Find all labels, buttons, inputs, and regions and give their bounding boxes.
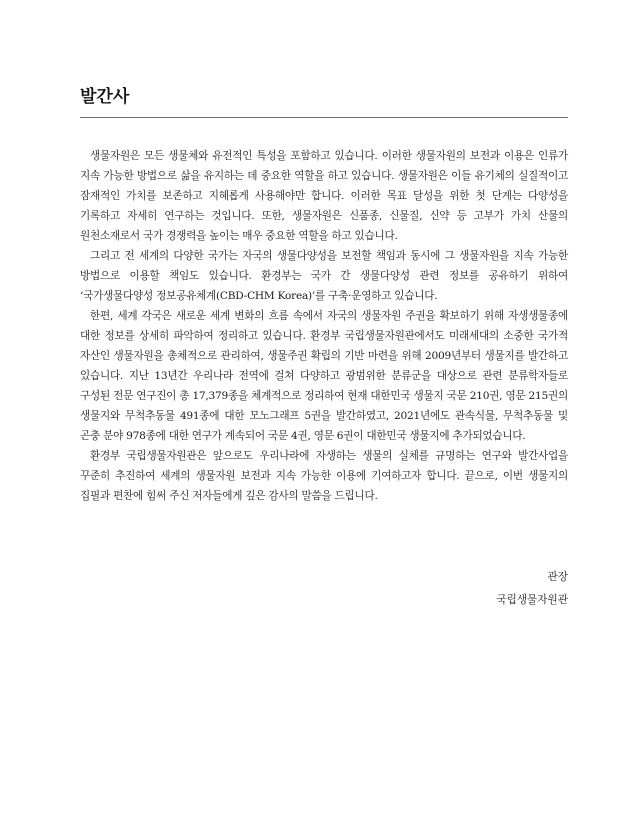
title-divider: [80, 117, 568, 118]
signature-block: [496, 566, 568, 612]
paragraph-4: 환경부 국립생물자원관은 앞으로도 우리나라에 자생하는 생물의 실체를 규명하는 연구와 발간사업을 꾸준히 추진하여 세계의 생물자원 보전과 지속 가능한 이용에 기여하고자 합니다. 끝으로, 이번 생물지의 집필과 편찬에 힘써 주신 저자들에게 깊은 감사의 말씀을 드립니다.: [80, 450, 568, 502]
signature-organization: 국립생물자원관: [496, 594, 568, 606]
paragraph-1: 생물자원은 모든 생물체와 유전적인 특성을 포함하고 있습니다. 이러한 생물자원의 보전과 이용은 인류가 지속 가능한 방법으로 삶을 유지하는 데 중요한 역할을 하고 있습니다. 생물자원은 이들 유기체의 실질적이고 잠재적인 가치를 보존하고 지혜롭게 사용해야만 합니다. 이러한 목표 달성을 위한 첫 단계는 다양성을 기록하고 자세히 연구하는 것입니다. 또한, 생물자원은 신품종, 신물질, 신약 등 고부가 가치 산물의 원천소재로서 국가 경쟁력을 높이는 매우 중요한 역할을 하고 있습니다.: [80, 150, 568, 242]
page-title: 발간사: [80, 87, 130, 107]
paragraph-3: 한편, 세계 각국은 새로운 세계 변화의 흐름 속에서 자국의 생물자원 주권을 확보하기 위해 자생생물종에 대한 정보를 상세히 파악하여 정리하고 있습니다. 환경부 국립생물자원관에서도 미래세대의 소중한 국가적 자산인 생물자원을 총체적으로 관리하여, 생물주권 확립의 기반 마련을 위해 2009년부터 생물지를 발간하고 있습니다. 지난 13년간 우리나라 전역에 걸쳐 다양하고 광범위한 분류군을 대상으로 관련 분류학자들로 구성된 전문 연구진이 총 17,379종을 체계적으로 정리하여 현재 대한민국 생물지 국문 210권, 영문 215권의 생물지와 무척추동물 491종에 대한 모노그래프 5권을 발간하였고, 2021년에도 관속식물, 무척추동물 및 곤충 분야 978종에 대한 연구가 계속되어 국문 4권, 영문 6권이 대한민국 생물지에 추가되었습니다.: [80, 310, 568, 442]
foreword-body: [80, 146, 568, 506]
signature-position: 관장: [547, 571, 568, 583]
paragraph-2: 그리고 전 세계의 다양한 국가는 자국의 생물다양성을 보전할 책임과 동시에 그 생물자원을 지속 가능한 방법으로 이용할 책임도 있습니다. 환경부는 국가 간 생물다양성 관련 정보를 공유하기 위하여 ‘국가생물다양성 정보공유체계(CBD-CHM Korea)’를 구축·운영하고 있습니다.: [80, 250, 568, 302]
